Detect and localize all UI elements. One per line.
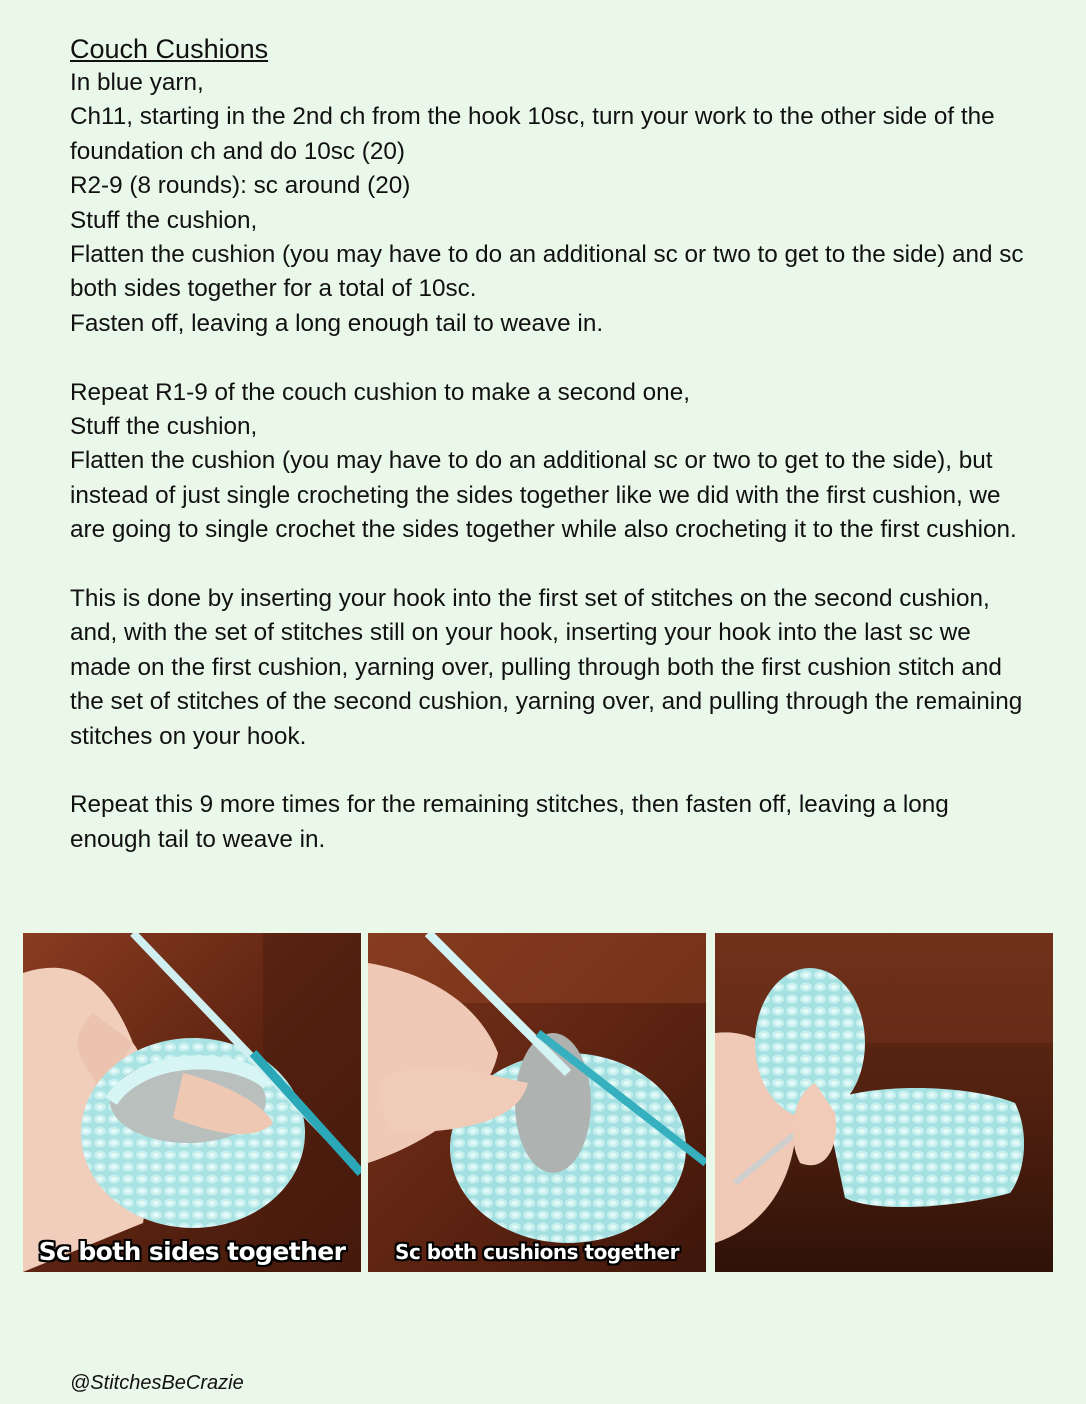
instruction-line: Stuff the cushion, [70, 206, 258, 234]
photo-caption: Sc both sides together [38, 1237, 346, 1266]
instruction-line: In blue yarn, [70, 69, 204, 96]
instruction-line: Repeat R1-9 of the couch cushion to make a second one, [70, 378, 690, 406]
paragraph-gap [70, 548, 1030, 582]
photo-1-illustration [23, 933, 361, 1272]
instruction-line: Flatten the cushion (you may have to do an additional sc or two to get to the side) and sc both sides together for a total of 10sc. [70, 241, 1024, 303]
instruction-line: Fasten off, leaving a long enough tail to weave in. [70, 309, 604, 337]
instruction-line: Stuff the cushion, [70, 413, 258, 441]
photo-2-illustration [368, 933, 706, 1272]
instruction-paragraph: This is done by inserting your hook into the first set of stitches on the second cushion, and, with the set of stitches still on your hook, inserting your hook into the last sc we made on the first cushion, yarning over, pulling through both the first cushion stitch and the set of stitches of the second cushion, yarning over, and pulling through the remaining stitches on your hook. [70, 585, 1023, 750]
paragraph-gap [70, 754, 1030, 788]
page-title: Couch Cushions [70, 34, 269, 64]
photo-strip [0, 933, 1086, 1273]
photo-3-illustration [715, 933, 1053, 1272]
instruction-line: Flatten the cushion (you may have to do an additional sc or two to get to the side), but instead of just single crocheting the sides together like we did with the first cushion, we are going to single crochet the sides together while also crocheting it to the first cushion. [70, 447, 1017, 544]
photo-sc-both-sides [23, 933, 361, 1272]
paragraph-gap [70, 341, 1030, 375]
photo-caption: Sc both cushions together [395, 1240, 679, 1264]
photo-finished-cushions [715, 933, 1053, 1272]
instruction-line: Ch11, starting in the 2nd ch from the hook 10sc, turn your work to the other side of the foundation ch and do 10sc (20) [70, 103, 995, 165]
instruction-line: R2-9 (8 rounds): sc around (20) [70, 172, 411, 200]
author-handle: @StitchesBeCrazie [70, 1372, 244, 1394]
photo-sc-both-cushions [368, 933, 706, 1272]
instruction-paragraph: Repeat this 9 more times for the remaining stitches, then fasten off, leaving a long enough tail to weave in. [70, 791, 949, 853]
pattern-text [70, 32, 1030, 857]
